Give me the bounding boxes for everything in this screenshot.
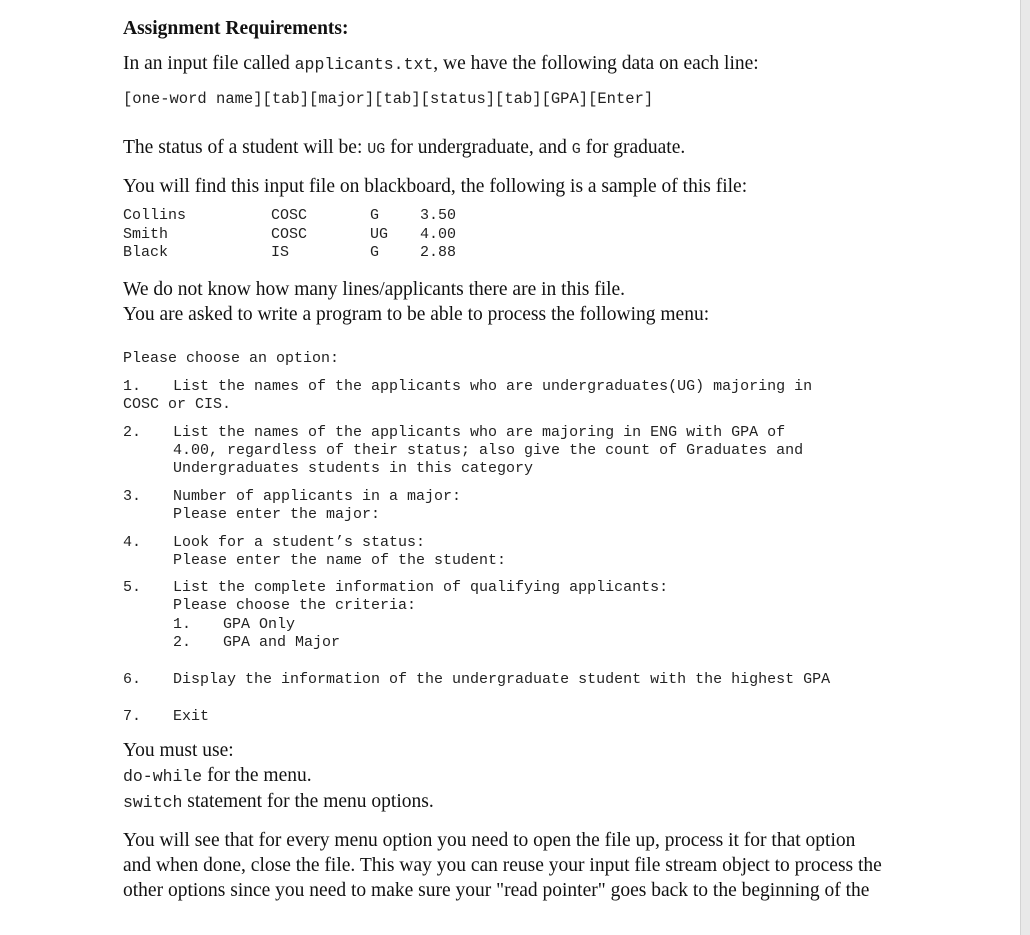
g-code: G	[571, 141, 581, 158]
find-line: You will find this input file on blackboard, the following is a sample of this file:	[123, 176, 748, 197]
menu-item-text: Number of applicants in a major:	[173, 488, 462, 505]
menu-item-number: 2.	[123, 424, 142, 441]
menu-item-5	[123, 579, 1013, 653]
switch-text: statement for the menu options.	[182, 791, 434, 812]
menu-item-7	[123, 708, 1013, 728]
menu-item-text: List the names of the applicants who are majoring in ENG with GPA of	[173, 424, 786, 441]
must-use-title: You must use:	[123, 740, 234, 761]
sample-gpa: 2.88	[420, 244, 457, 261]
menu-item-text: Please choose the criteria:	[173, 597, 417, 614]
page-edge	[1020, 0, 1030, 935]
intro-text-after: , we have the following data on each line:	[433, 53, 759, 74]
closing-line-1: You will see that for every menu option you need to open the file up, process it for that option	[123, 830, 856, 851]
status-text-2: for undergraduate, and	[385, 137, 572, 158]
menu-item-text-continued: COSC or CIS.	[123, 396, 232, 413]
asked-line: You are asked to write a program to be able to process the following menu:	[123, 304, 710, 325]
submenu-item-text: GPA and Major	[223, 634, 341, 651]
menu-item-text: Display the information of the undergraduate student with the highest GPA	[173, 671, 831, 688]
sample-status: UG	[370, 226, 389, 243]
menu-item-text: Undergraduates students in this category	[173, 460, 534, 477]
menu-item-text: 4.00, regardless of their status; also give the count of Graduates and	[173, 442, 804, 459]
closing-line-2: and when done, close the file. This way you can reuse your input file stream object to process the	[123, 855, 882, 876]
menu-item-text: Please enter the name of the student:	[173, 552, 507, 569]
menu-item-6	[123, 671, 1013, 691]
menu-item-text: List the complete information of qualifying applicants:	[173, 579, 669, 596]
filename-code: applicants.txt	[294, 55, 434, 74]
menu-item-number: 6.	[123, 671, 142, 688]
sample-table	[123, 207, 523, 267]
switch-code: switch	[123, 793, 183, 812]
sample-status: G	[370, 244, 380, 261]
sample-major: IS	[271, 244, 290, 261]
menu-prompt: Please choose an option:	[123, 350, 340, 367]
switch-line	[123, 789, 434, 815]
menu-item-number: 4.	[123, 534, 142, 551]
format-line: [one-word name][tab][major][tab][status][tab][GPA][Enter]	[123, 90, 654, 108]
submenu-item-number: 1.	[173, 616, 192, 633]
menu-item-1	[123, 378, 1013, 418]
dowhile-text: for the menu.	[202, 765, 312, 786]
dowhile-code: do-while	[123, 767, 203, 786]
sample-row	[123, 244, 523, 262]
menu-item-text: Exit	[173, 708, 210, 725]
closing-line-3: other options since you need to make sure your "read pointer" goes back to the beginning of the	[123, 880, 870, 901]
intro-text-before: In an input file called	[123, 53, 295, 74]
submenu-item-text: GPA Only	[223, 616, 296, 633]
status-line	[123, 135, 685, 162]
sample-gpa: 3.50	[420, 207, 457, 224]
sample-major: COSC	[271, 226, 308, 243]
status-text-3: for graduate.	[580, 137, 686, 158]
status-text-1: The status of a student will be:	[123, 137, 368, 158]
intro-line	[123, 51, 759, 77]
menu-item-number: 7.	[123, 708, 142, 725]
menu-item-number: 5.	[123, 579, 142, 596]
menu-item-number: 1.	[123, 378, 142, 395]
sample-row	[123, 226, 523, 244]
sample-major: COSC	[271, 207, 308, 224]
ug-code: UG	[367, 141, 386, 158]
sample-name: Black	[123, 244, 169, 261]
menu-item-number: 3.	[123, 488, 142, 505]
sample-status: G	[370, 207, 380, 224]
menu-item-text: Please enter the major:	[173, 506, 381, 523]
assignment-heading: Assignment Requirements:	[123, 18, 349, 39]
sample-name: Smith	[123, 226, 169, 243]
menu-item-3	[123, 488, 1013, 526]
menu-item-4	[123, 534, 1013, 572]
sample-gpa: 4.00	[420, 226, 457, 243]
menu-item-2	[123, 424, 1013, 480]
dowhile-line	[123, 763, 312, 789]
unknown-line: We do not know how many lines/applicants there are in this file.	[123, 279, 626, 300]
menu-item-text: Look for a student’s status:	[173, 534, 426, 551]
submenu-item-number: 2.	[173, 634, 192, 651]
sample-name: Collins	[123, 207, 187, 224]
menu-item-text: List the names of the applicants who are undergraduates(UG) majoring in	[173, 378, 813, 395]
sample-row	[123, 207, 523, 225]
